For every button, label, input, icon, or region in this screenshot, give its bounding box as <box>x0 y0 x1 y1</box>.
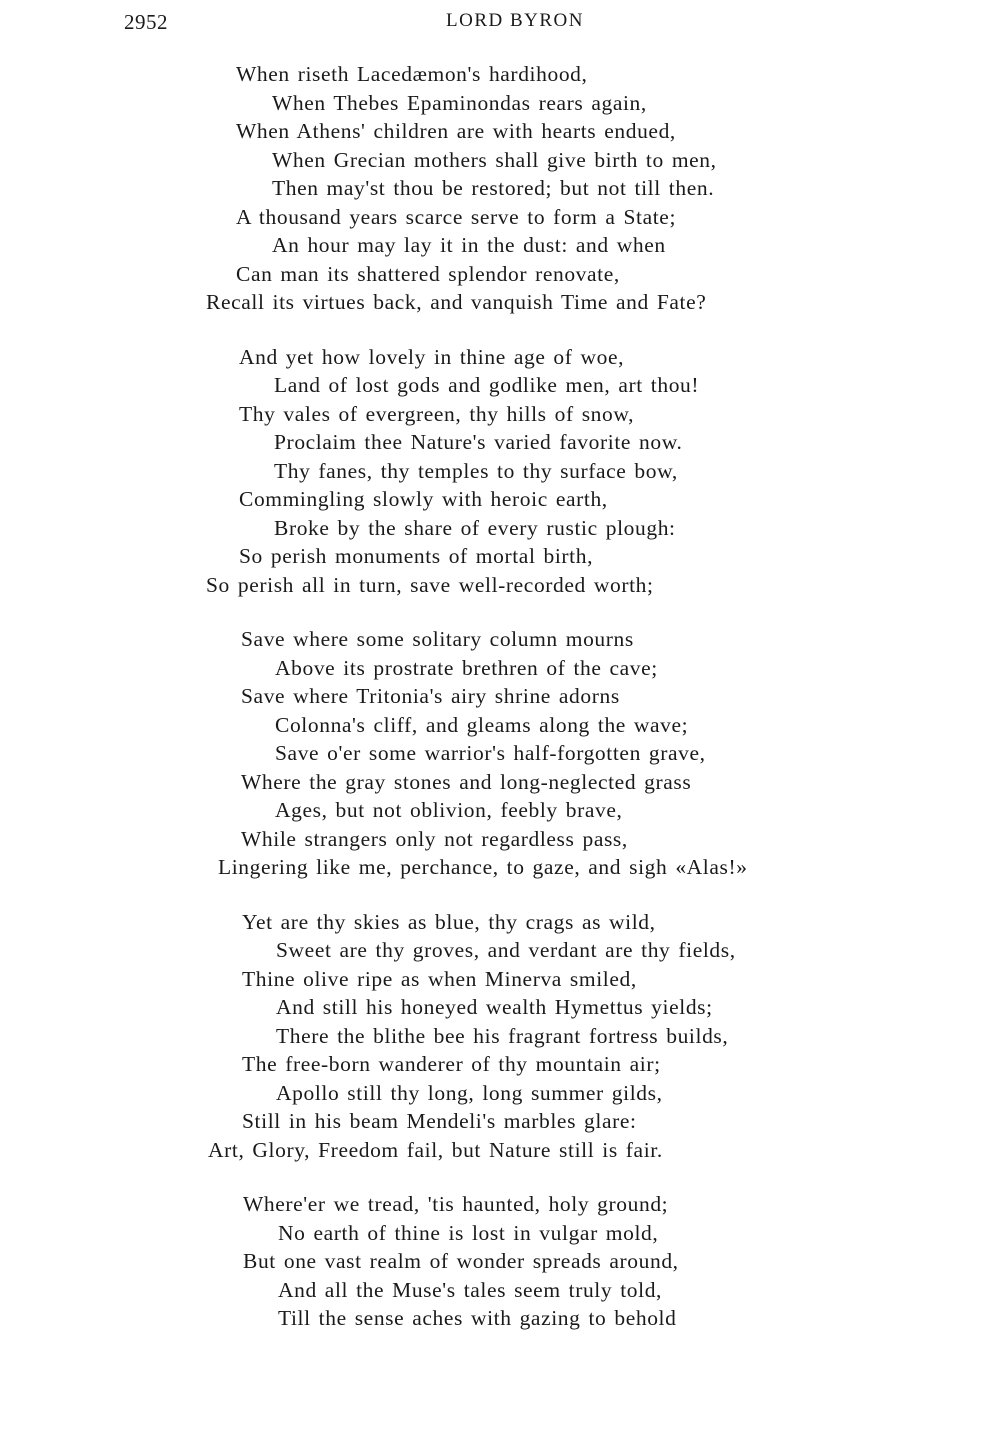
poem-line: Land of lost gods and godlike men, art thou! <box>274 373 700 397</box>
poem-line: Broke by the share of every rustic plough: <box>274 515 676 540</box>
poem-line: When Grecian mothers shall give birth to men, <box>272 147 717 172</box>
poem-line: Lingering like me, perchance, to gaze, and sigh «Alas!» <box>218 855 748 879</box>
poem-line: Thine olive ripe as when Minerva smiled, <box>242 966 637 991</box>
poem-line: Above its prostrate brethren of the cave; <box>275 655 658 680</box>
poem-line: Ages, but not oblivion, feebly brave, <box>275 798 623 822</box>
poem-line: And yet how lovely in thine age of woe, <box>239 344 625 369</box>
running-head: LORD BYRON <box>446 10 584 31</box>
poem-line: Art, Glory, Freedom fail, but Nature still is fair. <box>208 1137 663 1162</box>
poem-line: Apollo still thy long, long summer gilds, <box>276 1080 663 1105</box>
poem-line: A thousand years scarce serve to form a State; <box>236 204 677 229</box>
stanza <box>0 625 1000 882</box>
poem-line: The free-born wanderer of thy mountain air; <box>242 1052 661 1076</box>
poem-line: Save where Tritonia's airy shrine adorns <box>241 684 620 708</box>
poem-line: While strangers only not regardless pass, <box>241 826 628 851</box>
poem-line: When Thebes Epaminondas rears again, <box>272 90 647 115</box>
poem-line: Thy vales of evergreen, thy hills of snow, <box>239 401 635 426</box>
poem-line: Till the sense aches with gazing to behold <box>278 1306 677 1330</box>
poem-line: Commingling slowly with heroic earth, <box>239 487 608 511</box>
poem-line: Still in his beam Mendeli's marbles glare: <box>242 1109 637 1133</box>
poem-line: Save o'er some warrior's half-forgotten grave, <box>275 741 706 765</box>
poem-line: No earth of thine is lost in vulgar mold, <box>278 1220 659 1245</box>
poem-line: Yet are thy skies as blue, thy crags as wild, <box>242 909 656 934</box>
poem-line: An hour may lay it in the dust: and when <box>272 233 666 257</box>
poem-line: Can man its shattered splendor renovate, <box>236 261 620 286</box>
poem-line: Proclaim thee Nature's varied favorite now. <box>274 430 683 454</box>
poem-line: And still his honeyed wealth Hymettus yields; <box>276 995 713 1019</box>
poem-line: Sweet are thy groves, and verdant are thy fields, <box>276 938 736 962</box>
poem-line: When Athens' children are with hearts endued, <box>236 119 676 143</box>
poem-line: So perish all in turn, save well-recorded worth; <box>206 572 654 597</box>
stanza <box>0 1190 1000 1333</box>
poem-line: Colonna's cliff, and gleams along the wave; <box>275 712 689 737</box>
poem-line: When riseth Lacedæmon's hardihood, <box>236 62 588 86</box>
poem-line: There the blithe bee his fragrant fortress builds, <box>276 1023 729 1048</box>
stanza <box>0 343 1000 600</box>
stanza <box>0 60 1000 317</box>
stanza <box>0 908 1000 1165</box>
page-number: 2952 <box>124 10 168 34</box>
poem-line: So perish monuments of mortal birth, <box>239 544 594 568</box>
poem-line: Where'er we tread, 'tis haunted, holy ground; <box>243 1192 669 1216</box>
poem-line: Recall its virtues back, and vanquish Time and Fate? <box>206 290 707 314</box>
poem-line: But one vast realm of wonder spreads around, <box>243 1249 679 1273</box>
poem-line: Save where some solitary column mourns <box>241 627 634 651</box>
poem-line: Thy fanes, thy temples to thy surface bow, <box>274 458 678 483</box>
poem-line: And all the Muse's tales seem truly told, <box>278 1277 663 1302</box>
poem-line: Where the gray stones and long-neglected grass <box>241 769 692 794</box>
poem-line: Then may'st thou be restored; but not till then. <box>272 176 715 200</box>
poem <box>0 60 1000 1359</box>
